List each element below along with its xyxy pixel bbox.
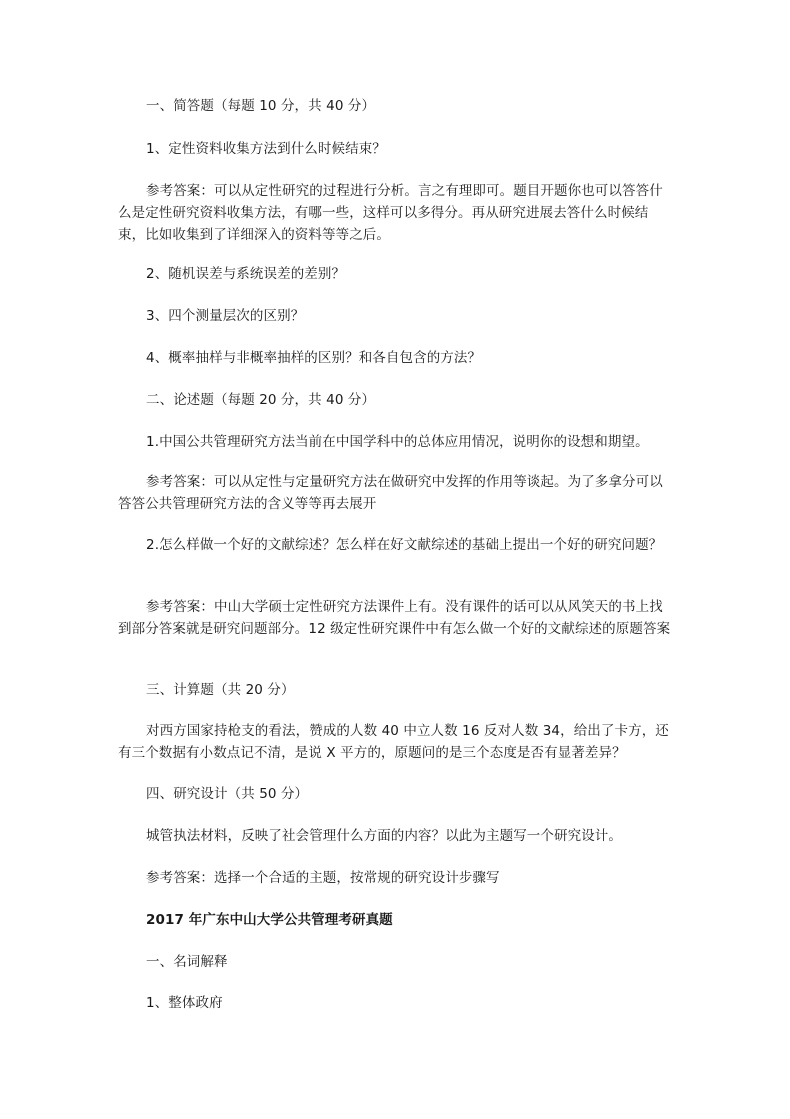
section-heading-essay: 二、论述题（每题 20 分，共 40 分） bbox=[146, 392, 376, 408]
essay-question-1: 1.中国公共管理研究方法当前在中国学科中的总体应用情况，说明你的设想和期望。 bbox=[146, 434, 649, 450]
essay-question-2: 2.怎么样做一个好的文献综述？怎么样在好文献综述的基础上提出一个好的研究问题？ bbox=[146, 537, 663, 553]
question-1: 1、定性资料收集方法到什么时候结束？ bbox=[146, 141, 386, 157]
section-heading-short-answer: 一、简答题（每题 10 分，共 40 分） bbox=[146, 98, 376, 114]
term-1: 1、整体政府 bbox=[146, 995, 223, 1011]
research-design-answer: 参考答案：选择一个合适的主题，按常规的研究设计步骤写 bbox=[146, 870, 500, 886]
question-4: 4、概率抽样与非概率抽样的区别？和各自包含的方法？ bbox=[146, 350, 482, 366]
section-heading-calculation: 三、计算题（共 20 分） bbox=[146, 682, 295, 698]
section-heading-research-design: 四、研究设计（共 50 分） bbox=[146, 786, 309, 802]
research-design-question: 城管执法材料，反映了社会管理什么方面的内容？以此为主题写一个研究设计。 bbox=[146, 828, 622, 844]
question-3: 3、四个测量层次的区别？ bbox=[146, 308, 305, 324]
essay-answer-1: 参考答案：可以从定性与定量研究方法在做研究中发挥的作用等谈起。为了多拿分可以答答公共管理研究方法的含义等等再去展开 bbox=[118, 474, 663, 512]
calculation-question: 对西方国家持枪支的看法，赞成的人数 40 中立人数 16 反对人数 34，给出了卡方，还有三个数据有小数点记不清，是说 X 平方的，原题问的是三个态度是否有显著差异？ bbox=[118, 723, 669, 761]
answer-1: 参考答案：可以从定性研究的过程进行分析。言之有理即可。题目开题你也可以答答什么是定性研究资料收集方法，有哪一些，这样可以多得分。再从研究进展去答什么时候结束，比如收集到了详细深入的资料等等之后。 bbox=[118, 183, 663, 243]
exam-title-2017: 2017 年广东中山大学公共管理考研真题 bbox=[146, 912, 393, 928]
question-2: 2、随机误差与系统误差的差别？ bbox=[146, 266, 346, 282]
section-heading-terms: 一、名词解释 bbox=[146, 954, 228, 970]
essay-answer-2: 参考答案：中山大学硕士定性研究方法课件上有。没有课件的话可以从风笑天的书上找到部分答案就是研究问题部分。12 级定性研究课件中有怎么做一个好的文献综述的原题答案 bbox=[118, 599, 671, 637]
